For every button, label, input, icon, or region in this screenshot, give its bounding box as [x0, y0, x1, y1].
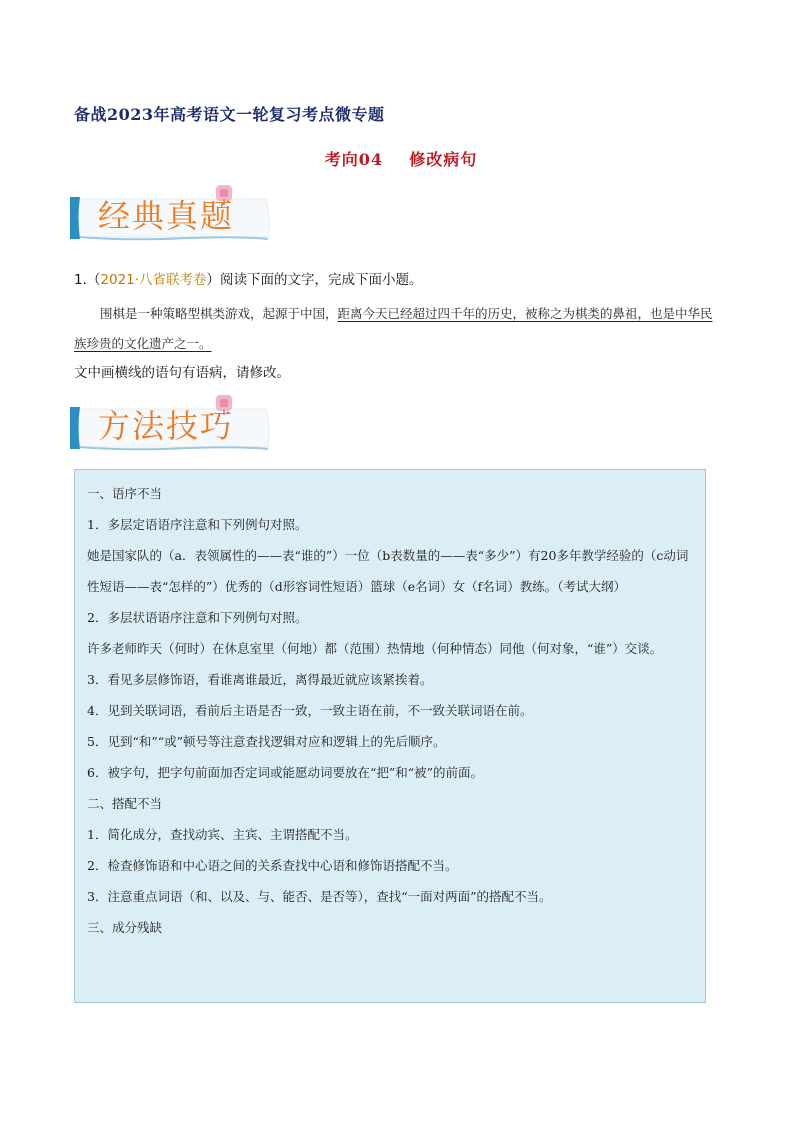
method-line: 许多老师昨天（何时）在休息室里（何地）都（范围）热情地（何种情态）同他（何对象，“谁”）交谈。: [87, 641, 663, 656]
banner-methods: [68, 393, 278, 453]
method-line: 6．被字句，把字句前面加否定词或能愿动词要放在“把”和“被”的前面。: [87, 765, 484, 780]
banner-methods-label: 方法技巧: [98, 407, 235, 445]
method-line: 她是国家队的（a．表领属性的——表“谁的”）一位（b表数量的——表“多少”）有20多年教学经验的（c动词性短语——表“怎样的”）优秀的（d形容词性短语）篮球（e名词）女（f名词）教练。（考试大纲）: [87, 548, 689, 594]
method-line: 3．注意重点词语（和、以及、与、能否、是否等），查找“一面对两面”的搭配不当。: [87, 889, 552, 904]
passage-underlined: 距离今天已经超过四千年的历史，被称之为棋类的鼻祖，也是中华民族珍贵的文化遗产之一。: [74, 306, 713, 351]
method-line: 二、搭配不当: [87, 796, 163, 811]
source-paren-open: （: [86, 272, 101, 288]
series-title: 备战2023年高考语文一轮复习考点微专题: [74, 105, 385, 124]
method-line: 2．多层状语语序注意和下列例句对照。: [87, 610, 308, 625]
method-tips-box: [74, 469, 706, 1003]
banner-classic-questions: [68, 183, 278, 243]
topic-title: 考向04 修改病句: [324, 150, 478, 169]
banner-classic-label: 经典真题: [98, 197, 235, 235]
method-line: 5．见到“和”“或”顿号等注意查找逻辑对应和逻辑上的先后顺序。: [87, 734, 446, 749]
question-prompt: 阅读下面的文字，完成下面小题。: [220, 272, 423, 288]
method-line: 4．见到关联词语，看前后主语是否一致，一致主语在前，不一致关联词语在前。: [87, 703, 533, 718]
method-line: 3．看见多层修饰语，看谁离谁最近，离得最近就应该紧挨着。: [87, 672, 433, 687]
question-passage: [74, 299, 720, 359]
question-line: [74, 268, 423, 288]
question-source: 2021·八省联考卷: [100, 272, 207, 288]
passage-plain: 围棋是一种策略型棋类游戏，起源于中国，: [100, 306, 338, 321]
method-line: 2．检查修饰语和中心语之间的关系查找中心语和修饰语搭配不当。: [87, 858, 458, 873]
method-line: 1．简化成分，查找动宾、主宾、主谓搭配不当。: [87, 827, 358, 842]
source-paren-close: ）: [206, 272, 221, 288]
question-instruction: 文中画横线的语句有语病，请修改。: [74, 365, 290, 381]
method-line: 1．多层定语语序注意和下列例句对照。: [87, 517, 308, 532]
method-line: 一、语序不当: [87, 486, 163, 501]
question-number: 1.: [74, 272, 87, 288]
method-line: 三、成分残缺: [87, 920, 163, 935]
